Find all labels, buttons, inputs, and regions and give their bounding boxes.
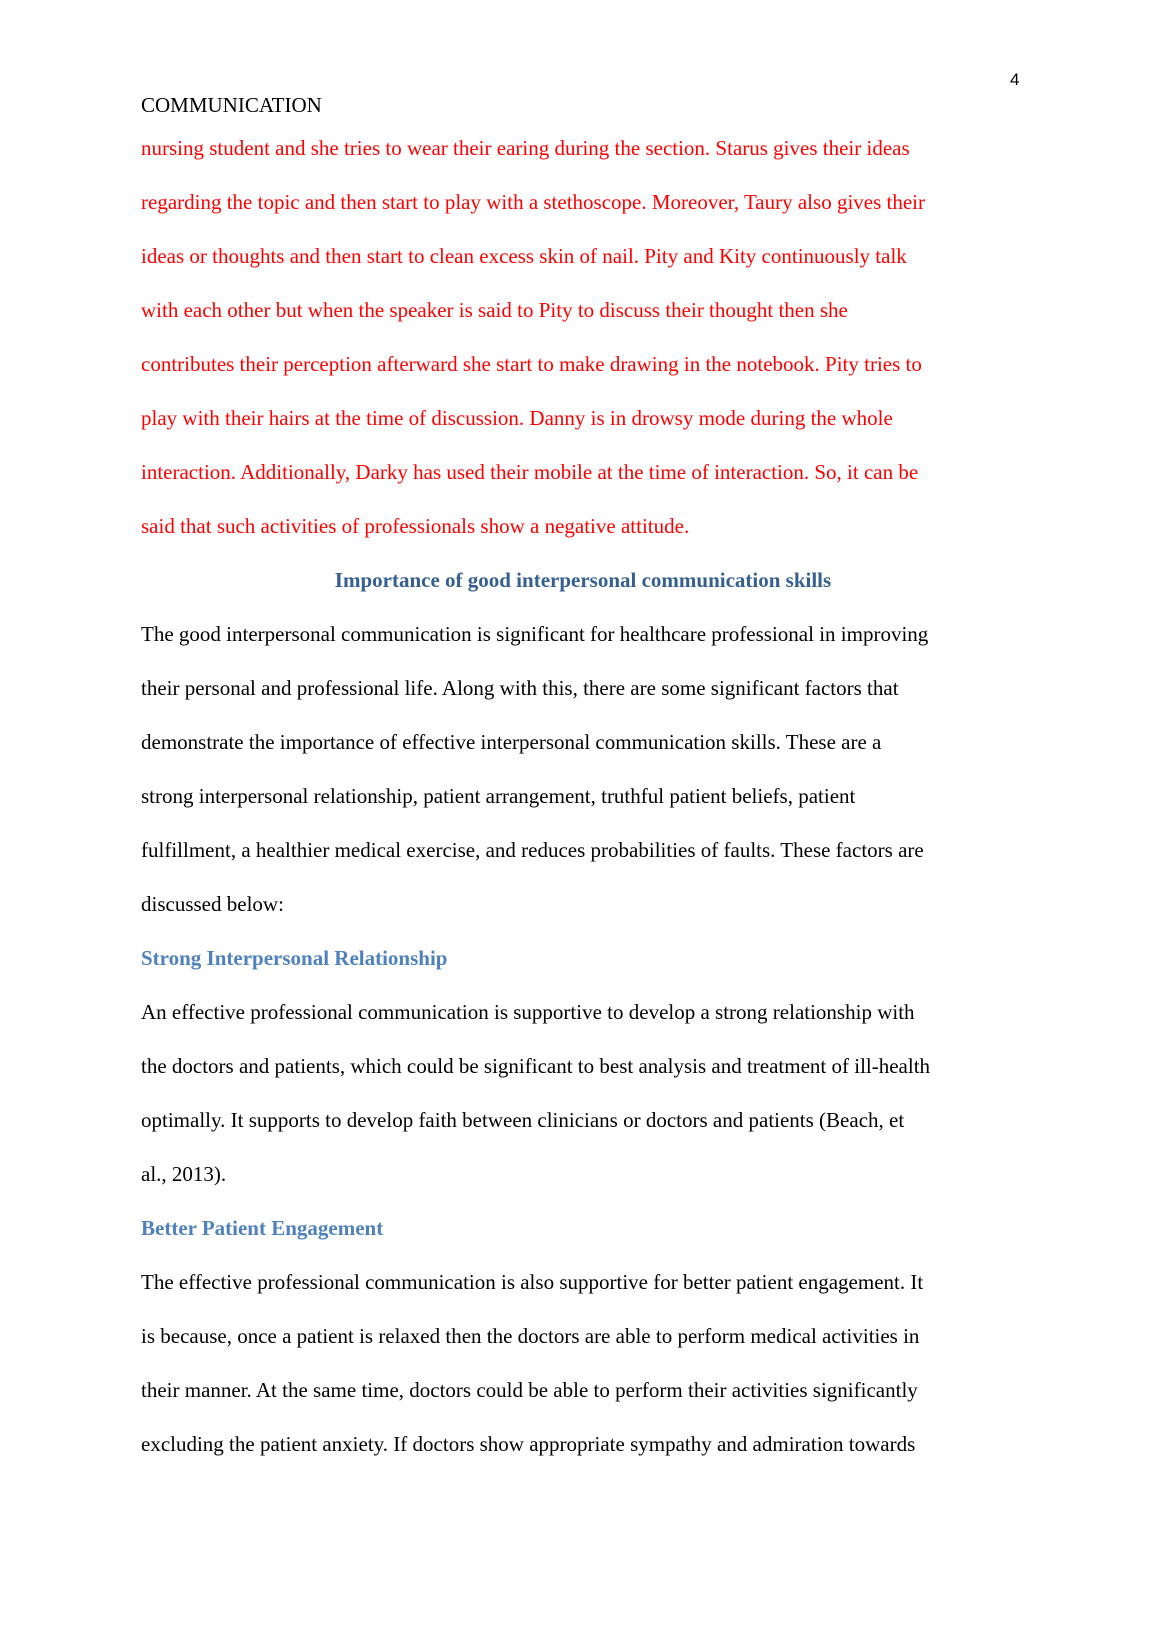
paragraph	[141, 997, 1041, 1213]
red-paragraph	[141, 133, 1041, 565]
text-line: demonstrate the importance of effective interpersonal communication skills. These are a	[141, 730, 882, 754]
text-line: the doctors and patients, which could be significant to best analysis and treatment of ill-health	[141, 1054, 931, 1078]
page-number: 4	[1010, 70, 1020, 89]
text-line: discussed below:	[141, 892, 284, 916]
text-line: their manner. At the same time, doctors could be able to perform their activities significantly	[141, 1378, 918, 1402]
text-line: fulfillment, a healthier medical exercise, and reduces probabilities of faults. These factors are	[141, 838, 924, 862]
text-line: strong interpersonal relationship, patient arrangement, truthful patient beliefs, patient	[141, 784, 856, 808]
section-heading: Importance of good interpersonal communication skills	[334, 568, 832, 592]
text-line: The good interpersonal communication is significant for healthcare professional in improving	[141, 622, 929, 646]
paragraph	[141, 619, 1041, 943]
subsection-heading: Strong Interpersonal Relationship	[141, 946, 448, 970]
text-line: their personal and professional life. Along with this, there are some significant factors that	[141, 676, 899, 700]
paragraph	[141, 1267, 1041, 1483]
document-body	[141, 133, 1041, 1483]
text-line: said that such activities of professionals show a negative attitude.	[141, 514, 690, 538]
text-line: The effective professional communication is also supportive for better patient engagement. It	[141, 1270, 924, 1294]
text-line: play with their hairs at the time of discussion. Danny is in drowsy mode during the whole	[141, 406, 893, 430]
text-line: with each other but when the speaker is said to Pity to discuss their thought then she	[141, 298, 848, 322]
text-line: excluding the patient anxiety. If doctors show appropriate sympathy and admiration towards	[141, 1432, 916, 1456]
text-line: contributes their perception afterward she start to make drawing in the notebook. Pity tries to	[141, 352, 922, 376]
subsection-heading: Better Patient Engagement	[141, 1216, 384, 1240]
running-header: COMMUNICATION	[141, 93, 322, 117]
text-line: al., 2013).	[141, 1162, 227, 1186]
text-line: An effective professional communication is supportive to develop a strong relationship with	[141, 1000, 915, 1024]
text-line: nursing student and she tries to wear their earing during the section. Starus gives their ideas	[141, 136, 910, 160]
text-line: interaction. Additionally, Darky has used their mobile at the time of interaction. So, it can be	[141, 460, 919, 484]
text-line: is because, once a patient is relaxed then the doctors are able to perform medical activities in	[141, 1324, 920, 1348]
text-line: ideas or thoughts and then start to clean excess skin of nail. Pity and Kity continuously talk	[141, 244, 907, 268]
text-line: regarding the topic and then start to play with a stethoscope. Moreover, Taury also gives their	[141, 190, 926, 214]
text-line: optimally. It supports to develop faith between clinicians or doctors and patients (Beach, et	[141, 1108, 905, 1132]
